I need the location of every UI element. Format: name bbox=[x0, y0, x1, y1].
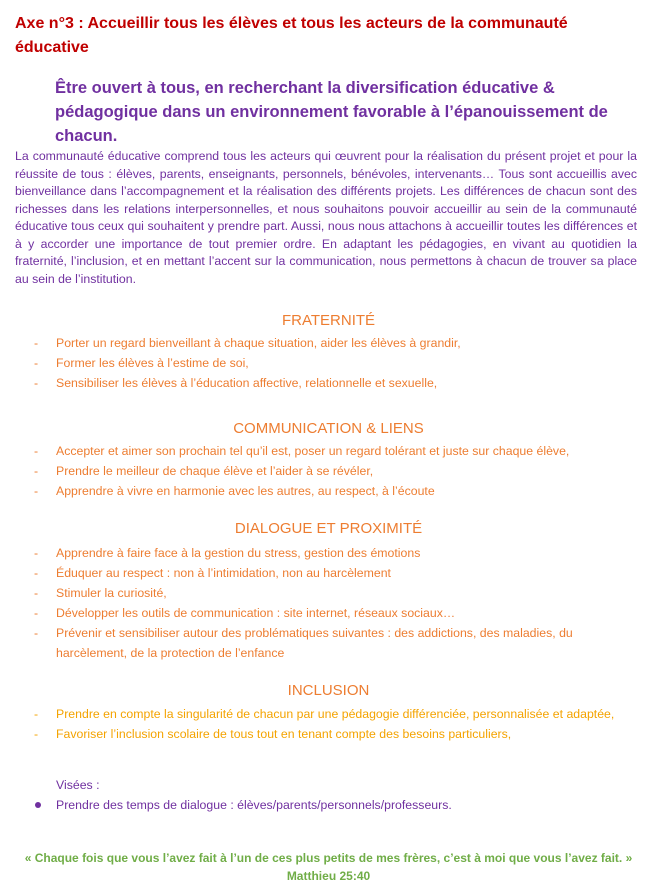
dash-bullet: - bbox=[34, 376, 39, 390]
list-item: Prendre des temps de dialogue : élèves/parents/personnels/professeurs. bbox=[0, 795, 657, 815]
dash-bullet: - bbox=[34, 727, 39, 741]
list-item: - Prendre le meilleur de chaque élève et l’aider à se révéler, bbox=[0, 461, 657, 481]
section-title-dialogue: DIALOGUE ET PROXIMITÉ bbox=[234, 520, 423, 537]
axe-title: Axe n°3 : Accueillir tous les élèves et tous les acteurs de la communauté éducative bbox=[15, 15, 568, 56]
fraternite-list bbox=[0, 333, 657, 393]
inclusion-list bbox=[0, 704, 657, 744]
dash-bullet: - bbox=[34, 336, 39, 350]
dash-bullet: - bbox=[34, 626, 39, 640]
list-item: - Apprendre à vivre en harmonie avec les autres, au respect, à l’écoute bbox=[0, 481, 657, 501]
list-item: - Accepter et aimer son prochain tel qu’il est, poser un regard tolérant et juste sur chaque élève, bbox=[0, 441, 657, 461]
list-item: - Former les élèves à l’estime de soi, bbox=[0, 353, 657, 373]
intro-paragraph: La communauté éducative comprend tous les acteurs qui œuvrent pour la réalisation du présent projet et pour la réussite de tous : élèves, parents, enseignants, personnels, bénévoles, intervenants… Tous sont accueillis avec bienveillance dans l’accompagnement et la réalisation des différents projets. Les différences de chacun sont des richesses dans les relations interpersonnelles, et nous souhaitons pouvoir accueillir au sein de la communauté éducative tous ceux qui souhaitent y prendre part. Aussi, nous nous attachons à accueillir toutes les différences et à y accorder une importance de tout premier ordre. En adaptant les pédagogies, en vivant au quotidien la fraternité, l’inclusion, et en mettant l’accent sur la communication, nous permettons à chacun de trouver sa place au sein de l’institution. bbox=[15, 149, 637, 286]
section-title-fraternite: FRATERNITÉ bbox=[281, 312, 376, 329]
list-item: - Apprendre à faire face à la gestion du stress, gestion des émotions bbox=[0, 543, 657, 563]
dash-bullet: - bbox=[34, 444, 39, 458]
list-item: - Prévenir et sensibiliser autour des problématiques suivantes : des addictions, des maladies, du harcèlement, de la protection de l’enfance bbox=[0, 623, 657, 663]
section-title-inclusion: INCLUSION bbox=[287, 682, 370, 699]
dash-bullet: - bbox=[34, 484, 39, 498]
bullet-dot-icon bbox=[35, 802, 41, 808]
visees-label: Visées : bbox=[56, 778, 100, 792]
dash-bullet: - bbox=[34, 586, 39, 600]
dash-bullet: - bbox=[34, 464, 39, 478]
list-item: - Favoriser l’inclusion scolaire de tous tout en tenant compte des besoins particuliers, bbox=[0, 724, 657, 744]
dialogue-list bbox=[0, 543, 657, 663]
dash-bullet: - bbox=[34, 606, 39, 620]
dash-bullet: - bbox=[34, 707, 39, 721]
dash-bullet: - bbox=[34, 356, 39, 370]
list-item: - Sensibiliser les élèves à l’éducation affective, relationnelle et sexuelle, bbox=[0, 373, 657, 393]
axe-subtitle: Être ouvert à tous, en recherchant la diversification éducative & pédagogique dans un environnement favorable à l’épanouissement de chacun. bbox=[55, 79, 608, 145]
dash-bullet: - bbox=[34, 546, 39, 560]
dash-bullet: - bbox=[34, 566, 39, 580]
section-title-communication: COMMUNICATION & LIENS bbox=[233, 420, 424, 437]
list-item: - Porter un regard bienveillant à chaque situation, aider les élèves à grandir, bbox=[0, 333, 657, 353]
list-item: - Éduquer au respect : non à l’intimidation, non au harcèlement bbox=[0, 563, 657, 583]
list-item: - Stimuler la curiosité, bbox=[0, 583, 657, 603]
visees-list bbox=[0, 795, 657, 815]
list-item: - Développer les outils de communication : site internet, réseaux sociaux… bbox=[0, 603, 657, 623]
bible-quote: « Chaque fois que vous l’avez fait à l’un de ces plus petits de mes frères, c’est à moi que vous l’avez fait. » Matthieu 25:40 bbox=[24, 851, 633, 883]
communication-list bbox=[0, 441, 657, 501]
list-item: - Prendre en compte la singularité de chacun par une pédagogie différenciée, personnalisée et adaptée, bbox=[0, 704, 657, 724]
